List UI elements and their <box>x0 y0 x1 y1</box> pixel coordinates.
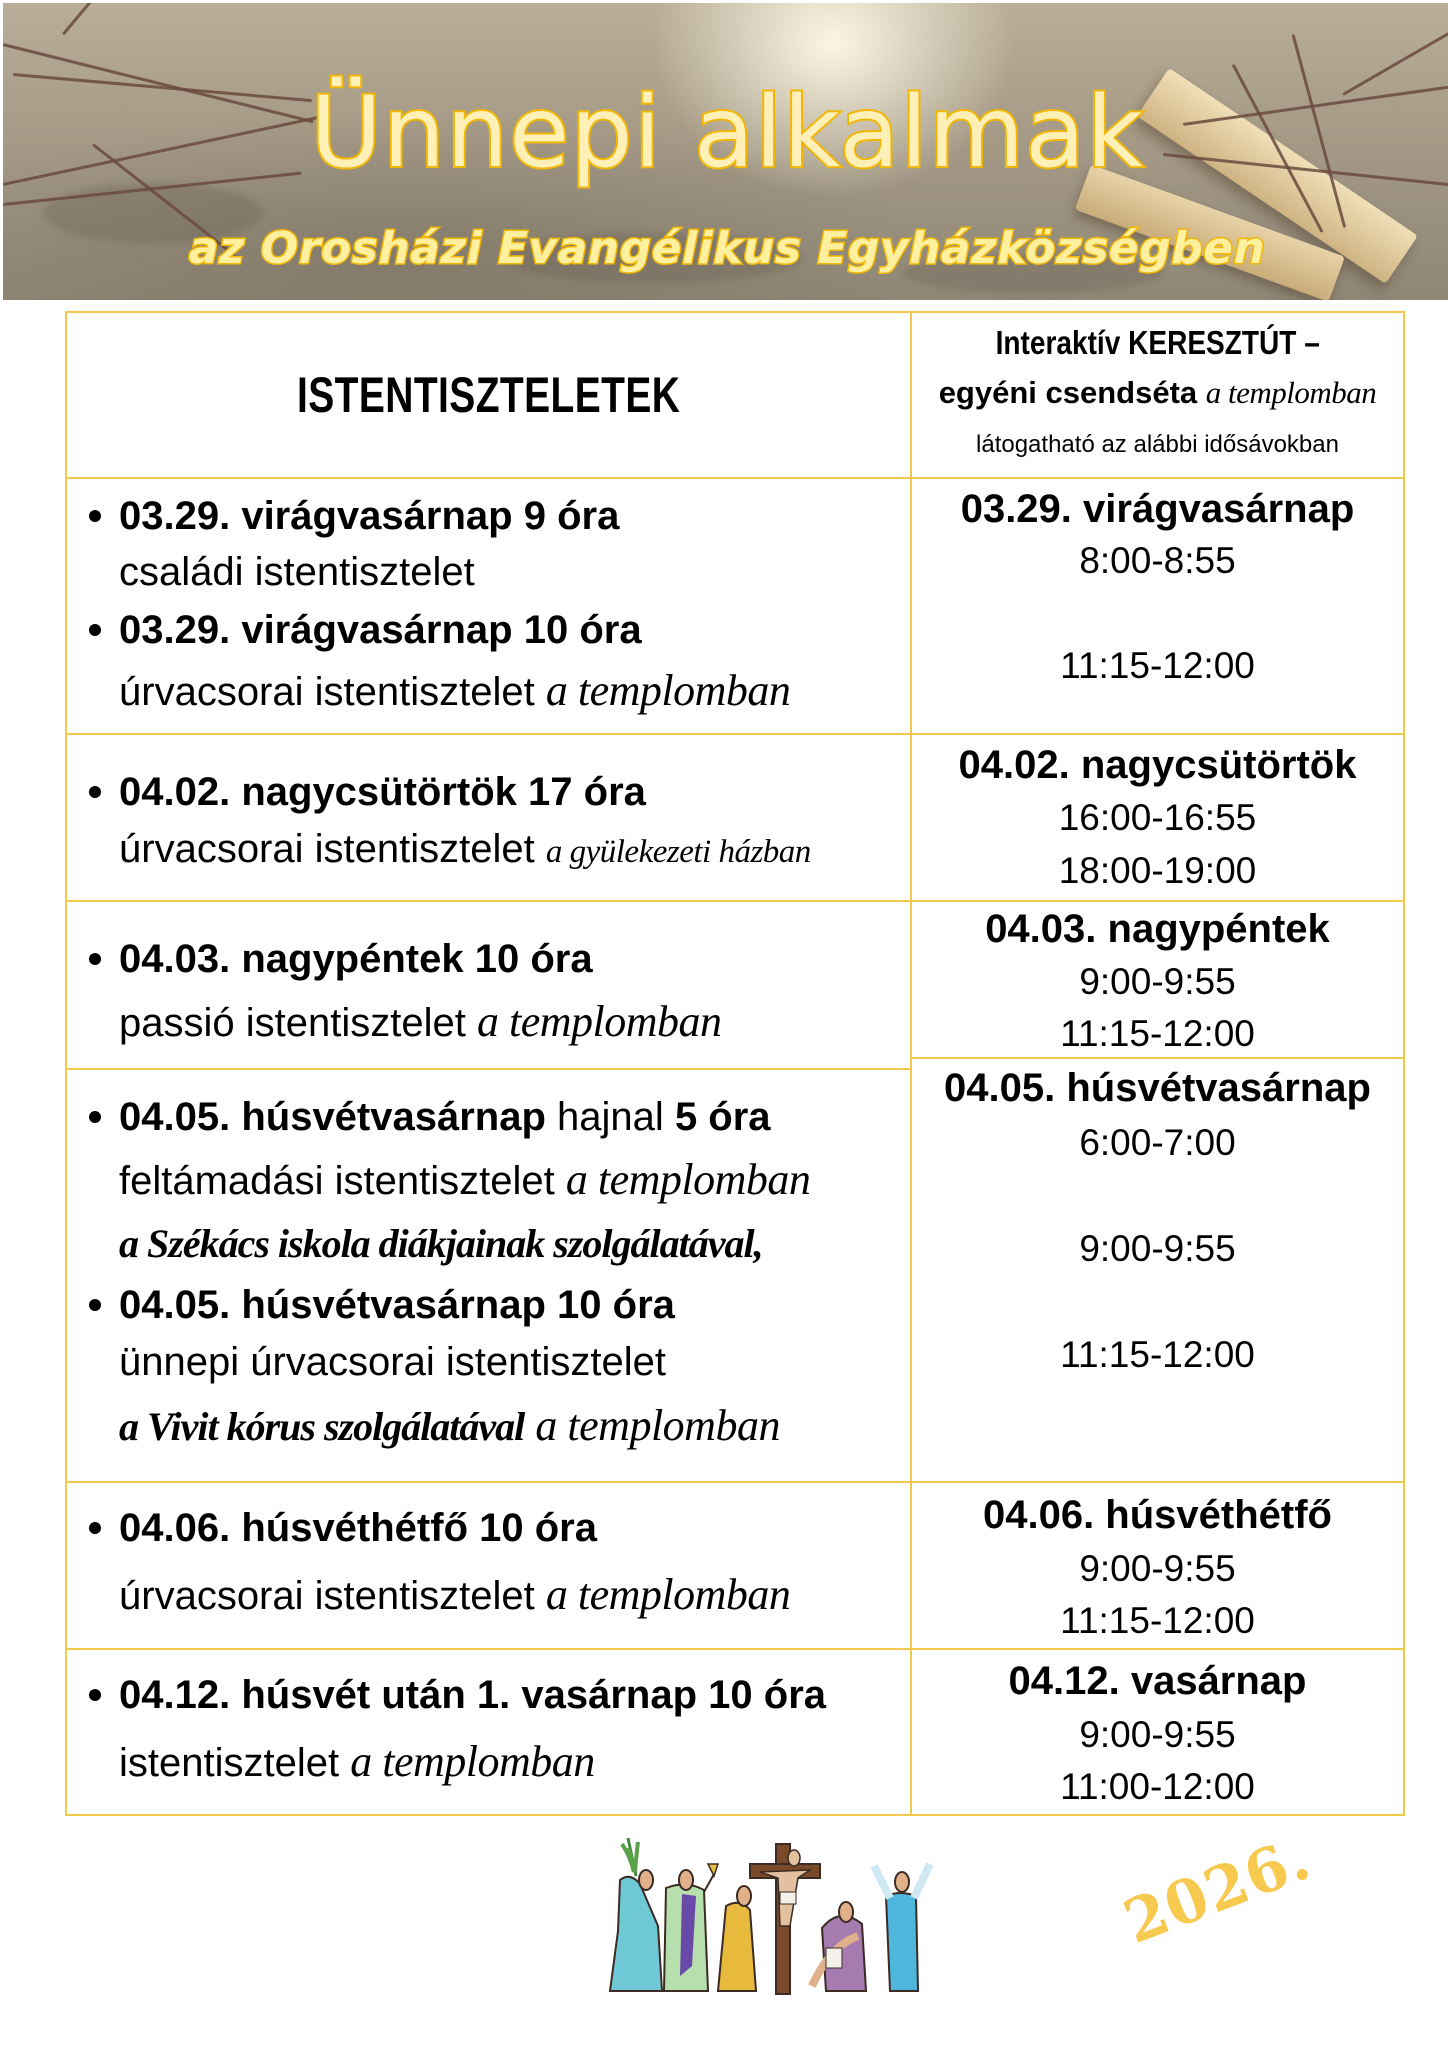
stations-heading-text: Interaktív KERESZTÚT – <box>995 324 1320 361</box>
service-description <box>67 1736 910 1789</box>
station-date: 04.12. vasárnap <box>1008 1659 1307 1703</box>
service-location: a templomban <box>476 997 722 1046</box>
service-row <box>65 1648 912 1816</box>
service-description <box>67 665 910 718</box>
choir-note: a Vivit kórus szolgálatával <box>119 1404 525 1449</box>
figure-palm <box>610 1838 662 1991</box>
services-header-cell <box>65 311 912 479</box>
station-date: 04.06. húsvéthétfő <box>982 1493 1332 1537</box>
station-time: 6:00-7:00 <box>1079 1122 1236 1163</box>
station-date: 03.29. virágvasárnap <box>960 487 1355 531</box>
year-label: 2026. <box>1114 1823 1321 1958</box>
figure-bowing <box>718 1886 756 1991</box>
service-location: a templomban <box>565 1155 811 1204</box>
station-row <box>910 1057 1405 1483</box>
service-row <box>65 1481 912 1650</box>
service-description: családi istentisztelet <box>119 550 475 594</box>
service-type: úrvacsorai istentisztelet <box>119 827 535 871</box>
service-title: 04.03. nagypéntek 10 óra <box>119 937 593 981</box>
service-title: 03.29. virágvasárnap 9 óra <box>119 494 620 538</box>
figure-arms-raised <box>874 1864 930 1991</box>
service-row <box>65 477 912 735</box>
service-row <box>65 900 912 1070</box>
service-location: a templomban <box>545 1570 791 1619</box>
service-date: 04.05. húsvétvasárnap <box>119 1095 546 1139</box>
stations-subheading-text: egyéni csendséta <box>938 375 1198 410</box>
service-row <box>65 1068 912 1483</box>
crucifix <box>750 1844 820 1994</box>
station-time: 9:00-9:55 <box>1079 1228 1236 1269</box>
easter-figures-illustration <box>600 1836 945 2001</box>
station-date: 04.02. nagycsütörtök <box>958 743 1357 787</box>
service-title: 03.29. virágvasárnap 10 óra <box>119 608 642 652</box>
station-time: 11:00-12:00 <box>1060 1766 1255 1807</box>
figure-pieta <box>812 1902 866 1991</box>
station-time: 8:00-8:55 <box>1079 540 1236 581</box>
station-row <box>910 477 1405 735</box>
service-description <box>67 1154 910 1207</box>
service-time-note: hajnal <box>557 1095 664 1139</box>
service-type: úrvacsorai istentisztelet <box>119 670 535 714</box>
station-time: 11:15-12:00 <box>1060 1600 1255 1641</box>
service-title <box>67 1091 910 1143</box>
station-time: 11:15-12:00 <box>1060 1334 1255 1375</box>
station-row <box>910 1648 1405 1816</box>
service-type: feltámadási istentisztelet <box>119 1159 555 1203</box>
service-description: ünnepi úrvacsorai istentisztelet <box>119 1340 666 1384</box>
service-hour: 5 óra <box>674 1095 771 1139</box>
station-row <box>910 1481 1405 1650</box>
service-location: a gyülekezeti házban <box>545 834 811 870</box>
service-description <box>67 1569 910 1622</box>
service-type: úrvacsorai istentisztelet <box>119 1574 535 1618</box>
station-time: 11:15-12:00 <box>1060 645 1255 686</box>
station-time: 16:00-16:55 <box>1058 797 1257 838</box>
service-type: istentisztelet <box>119 1741 340 1785</box>
station-time: 9:00-9:55 <box>1079 1714 1236 1755</box>
station-time: 9:00-9:55 <box>1079 1548 1236 1589</box>
station-time: 11:15-12:00 <box>1060 1013 1255 1054</box>
service-title: 04.05. húsvétvasárnap 10 óra <box>119 1283 675 1327</box>
services-heading: ISTENTISZTELETEK <box>296 367 681 423</box>
station-date: 04.03. nagypéntek <box>985 907 1330 951</box>
station-date: 04.05. húsvétvasárnap <box>944 1066 1371 1110</box>
service-row <box>65 733 912 902</box>
stations-location: a templomban <box>1205 375 1377 410</box>
thorn-branch <box>62 3 148 35</box>
service-contributors: a Székács iskola diákjainak szolgálatával, <box>119 1221 763 1266</box>
stations-header-cell <box>910 311 1405 479</box>
service-location: a templomban <box>545 666 791 715</box>
service-type: passió istentisztelet <box>119 1001 466 1045</box>
station-row <box>910 733 1405 902</box>
service-contributors <box>67 1400 910 1453</box>
service-description <box>67 823 910 878</box>
stations-heading <box>912 321 1403 365</box>
station-time: 18:00-19:00 <box>1058 850 1257 891</box>
stations-note: látogatható az alábbi idősávokban <box>976 431 1339 458</box>
service-title: 04.06. húsvéthétfő 10 óra <box>119 1506 597 1550</box>
station-row <box>910 900 1405 1059</box>
header-banner <box>3 3 1448 300</box>
page-title: Ünnepi alkalmak <box>310 76 1144 190</box>
stations-subheading <box>912 371 1403 415</box>
figure-chalice <box>664 1864 718 1991</box>
page-subtitle: az Orosházi Evangélikus Egyházközségben <box>188 223 1266 274</box>
service-location: a templomban <box>535 1401 780 1450</box>
service-title: 04.12. húsvét után 1. vasárnap 10 óra <box>119 1673 827 1717</box>
service-description <box>67 996 910 1049</box>
station-time: 9:00-9:55 <box>1079 961 1236 1002</box>
service-location: a templomban <box>350 1737 595 1786</box>
service-title: 04.02. nagycsütörtök 17 óra <box>119 770 646 814</box>
